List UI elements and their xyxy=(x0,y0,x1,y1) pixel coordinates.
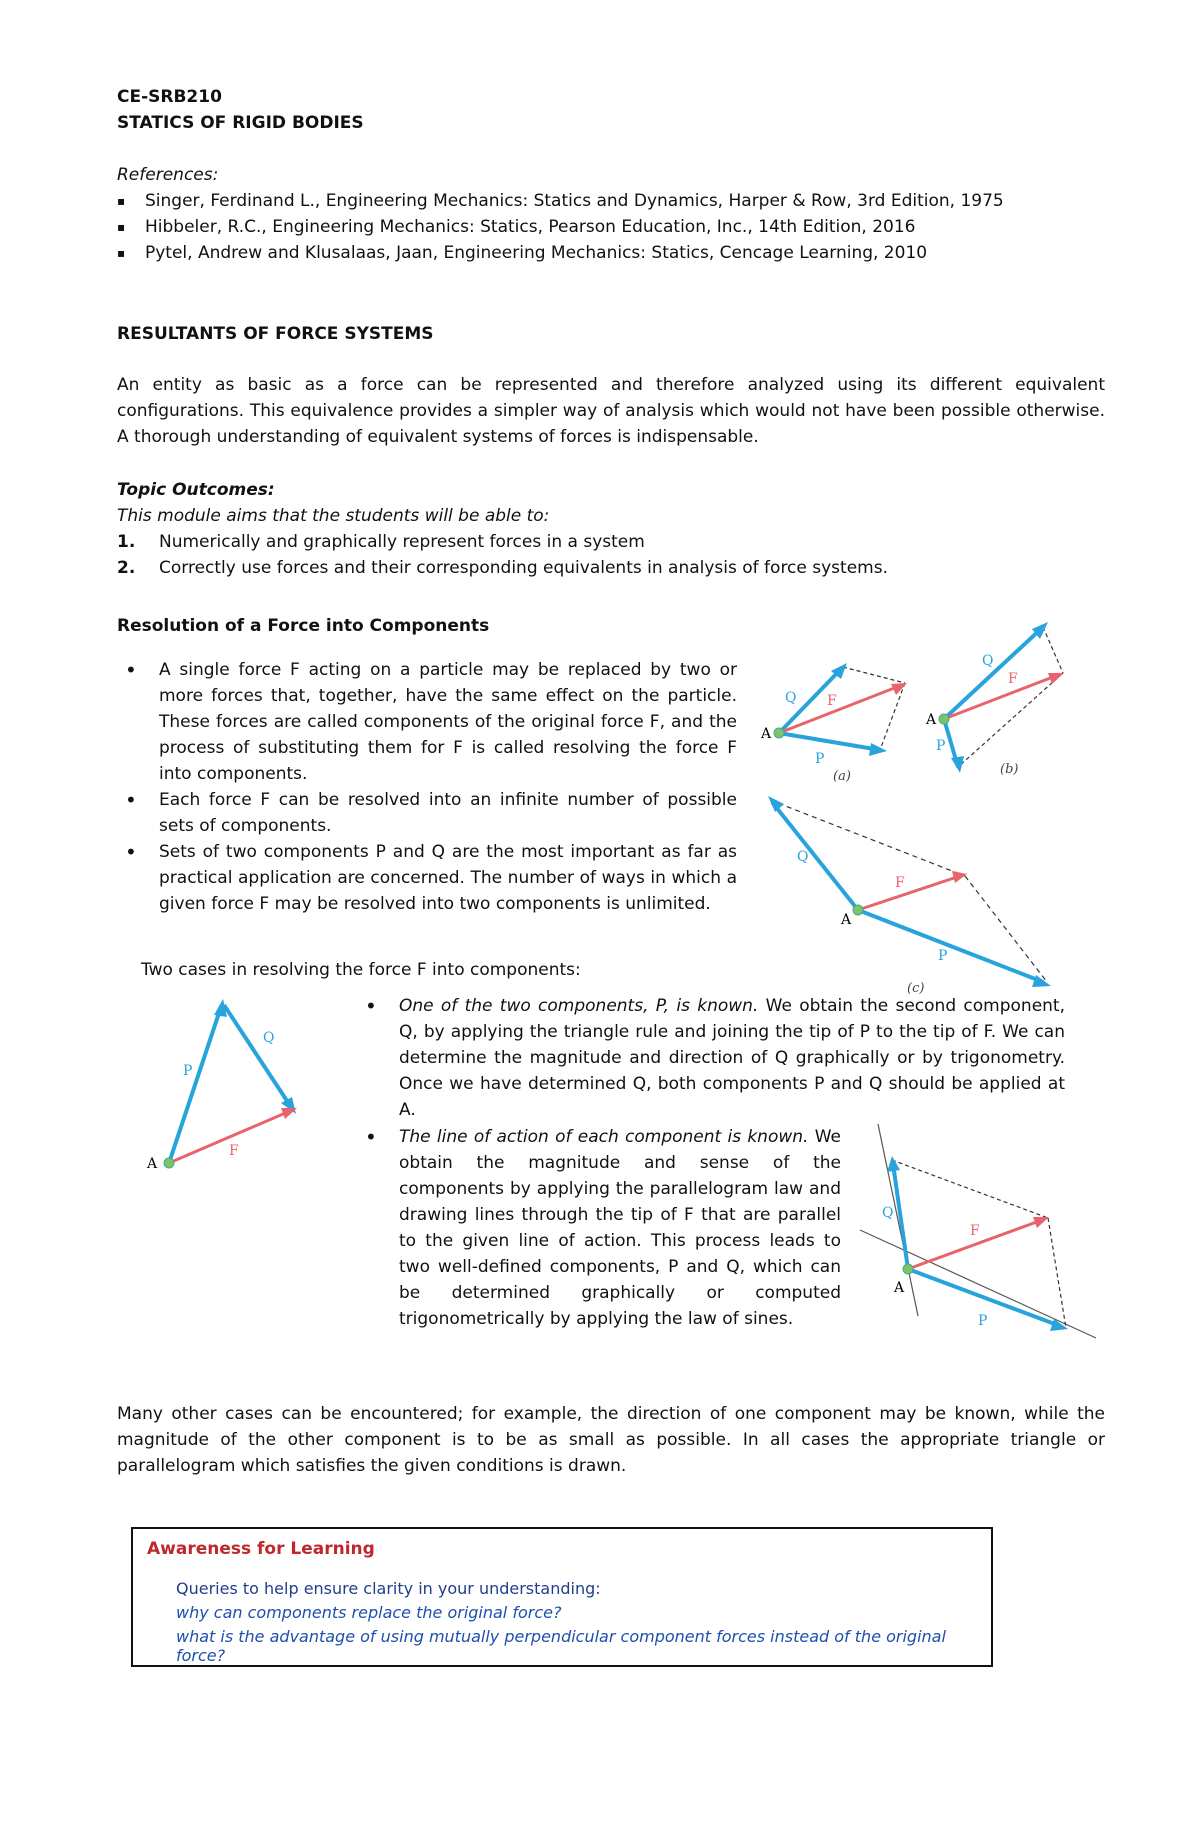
outcome-item xyxy=(117,529,1017,555)
label-q: Q xyxy=(882,1205,894,1221)
label-q: Q xyxy=(982,653,994,669)
case1-text: We obtain the second component, Q, by applying the triangle rule and joining the tip of P to the tip of F. We can determine the magnitude and direction of Q graphically or by trigonometry. Once we have determined Q, both components P and Q should be applied at A. xyxy=(399,996,1065,1120)
resolution-title: Resolution of a Force into Components xyxy=(117,616,490,636)
label-f: F xyxy=(827,693,837,709)
arrowhead xyxy=(1048,673,1064,684)
dashed-line xyxy=(892,1160,1048,1218)
arrowhead xyxy=(869,743,887,756)
outcome-text: Numerically and graphically represent forces in a system xyxy=(159,532,645,552)
arrowhead xyxy=(1033,1217,1049,1228)
label-a: A xyxy=(761,726,772,742)
point-a xyxy=(853,905,863,915)
figure-a xyxy=(755,655,910,790)
point-a xyxy=(774,728,784,738)
caption-c: (c) xyxy=(907,981,925,995)
label-f: F xyxy=(1008,671,1018,687)
arrowhead xyxy=(952,871,967,883)
bullet-item: • Each force F can be resolved into an infinite number of possible sets of components. xyxy=(117,787,737,839)
label-p: P xyxy=(936,738,946,754)
case1-list xyxy=(357,993,1065,1123)
reference-item: ▪ Hibbeler, R.C., Engineering Mechanics: Statics, Pearson Education, Inc., 14th Edition, 2016 xyxy=(145,214,916,240)
intro-paragraph: An entity as basic as a force can be represented and therefore analyzed using its different equivalent configurations. This equivalence provides a simpler way of analysis which would not have been possible otherwise. A thorough understanding of equivalent systems of forces is indispensable. xyxy=(117,375,1105,447)
dashed-line xyxy=(1043,627,1063,673)
case2-text: We obtain the magnitude and sense of the components by applying the parallelogram law and drawing lines through the tip of F that are parallel to the given line of action. This process leads to two well-defined components, P and Q, which can be determined graphically or computed trigonometrically by applying the law of sines. xyxy=(399,1127,841,1329)
arrowhead xyxy=(891,683,907,695)
label-f: F xyxy=(970,1223,980,1239)
label-a: A xyxy=(926,712,937,728)
figure-triangle xyxy=(135,995,315,1180)
outcome-number: 1. xyxy=(117,532,136,552)
queries-lead: Queries to help ensure clarity in your understanding: xyxy=(176,1579,601,1598)
label-f: F xyxy=(895,875,905,891)
q-arrow xyxy=(772,802,858,910)
closing-paragraph: Many other cases can be encountered; for example, the direction of one component may be known, while the magnitude of the other component is to be as small as possible. In all cases the appropriate triangle or parallelogram which satisfies the given conditions is drawn. xyxy=(117,1404,1105,1476)
label-q: Q xyxy=(797,849,809,865)
case2-item xyxy=(357,1124,841,1332)
caption-b: (b) xyxy=(1000,762,1019,777)
p-arrow xyxy=(858,910,1043,982)
label-p: P xyxy=(183,1063,193,1079)
f-arrow xyxy=(858,876,960,910)
case1-lead: One of the two components, P, is known. xyxy=(399,996,759,1016)
dashed-line xyxy=(843,667,905,683)
point-a xyxy=(903,1264,913,1274)
label-q: Q xyxy=(263,1030,275,1046)
point-a xyxy=(939,714,949,724)
label-q: Q xyxy=(785,690,797,706)
course-title: STATICS OF RIGID BODIES xyxy=(117,113,364,133)
figure-c xyxy=(755,790,1060,995)
bullet-item: • Sets of two components P and Q are the most important as far as practical application are concerned. The number of ways in which a given force F may be resolved into two components is unlimited. xyxy=(117,839,737,917)
arrowhead xyxy=(281,1108,297,1119)
outcome-number: 2. xyxy=(117,558,136,578)
caption-a: (a) xyxy=(833,769,851,784)
point-a xyxy=(164,1158,174,1168)
case2-lead: The line of action of each component is known. xyxy=(399,1127,809,1147)
outcomes-label: Topic Outcomes: xyxy=(117,480,275,500)
outcome-item xyxy=(117,555,1017,581)
f-arrow xyxy=(779,685,902,733)
outcomes-lead: This module aims that the students will be able to: xyxy=(117,506,550,526)
section-title: RESULTANTS OF FORCE SYSTEMS xyxy=(117,324,434,344)
resolution-bullets xyxy=(117,657,737,917)
case2-list xyxy=(357,1124,841,1332)
q-arrow xyxy=(893,1164,908,1269)
label-a: A xyxy=(841,912,852,928)
label-a: A xyxy=(894,1280,905,1296)
q-arrow xyxy=(944,627,1043,719)
bullet-item: • A single force F acting on a particle may be replaced by two or more forces that, together, have the same effect on the particle. These forces are called components of the original force F, and the process of substituting them for F is called resolving the force F into components. xyxy=(117,657,737,787)
p-arrow xyxy=(779,733,880,750)
figure-b xyxy=(920,615,1085,785)
f-arrow xyxy=(944,675,1058,719)
course-code: CE-SRB210 xyxy=(117,87,222,107)
figure-parallelogram xyxy=(860,1120,1100,1360)
q-arrow xyxy=(224,1005,291,1107)
awareness-box xyxy=(131,1527,993,1667)
query-item: why can components replace the original force? xyxy=(176,1603,562,1622)
dashed-line xyxy=(958,673,1063,767)
label-a: A xyxy=(147,1156,158,1172)
awareness-title: Awareness for Learning xyxy=(147,1539,375,1559)
outcomes-list xyxy=(117,529,1017,581)
label-f: F xyxy=(229,1143,239,1159)
arrowhead xyxy=(768,796,784,812)
case1-item xyxy=(357,993,1065,1123)
arrowhead xyxy=(887,1156,900,1172)
reference-item: ▪ Singer, Ferdinand L., Engineering Mechanics: Statics and Dynamics, Harper & Row, 3rd Edition, 1975 xyxy=(145,188,1004,214)
arrowhead xyxy=(951,756,964,773)
dashed-line xyxy=(1048,1218,1066,1328)
cases-lead: Two cases in resolving the force F into components: xyxy=(141,960,581,980)
query-item: what is the advantage of using mutually perpendicular component forces instead of the original force? xyxy=(176,1627,946,1665)
p-arrow xyxy=(169,1007,221,1163)
references-label: References: xyxy=(117,165,219,185)
label-p: P xyxy=(815,751,825,767)
outcome-text: Correctly use forces and their corresponding equivalents in analysis of force systems. xyxy=(159,558,888,578)
label-p: P xyxy=(978,1313,988,1329)
label-p: P xyxy=(938,948,948,964)
reference-item: ▪ Pytel, Andrew and Klusalaas, Jaan, Engineering Mechanics: Statics, Cencage Learning, 2010 xyxy=(145,240,927,266)
